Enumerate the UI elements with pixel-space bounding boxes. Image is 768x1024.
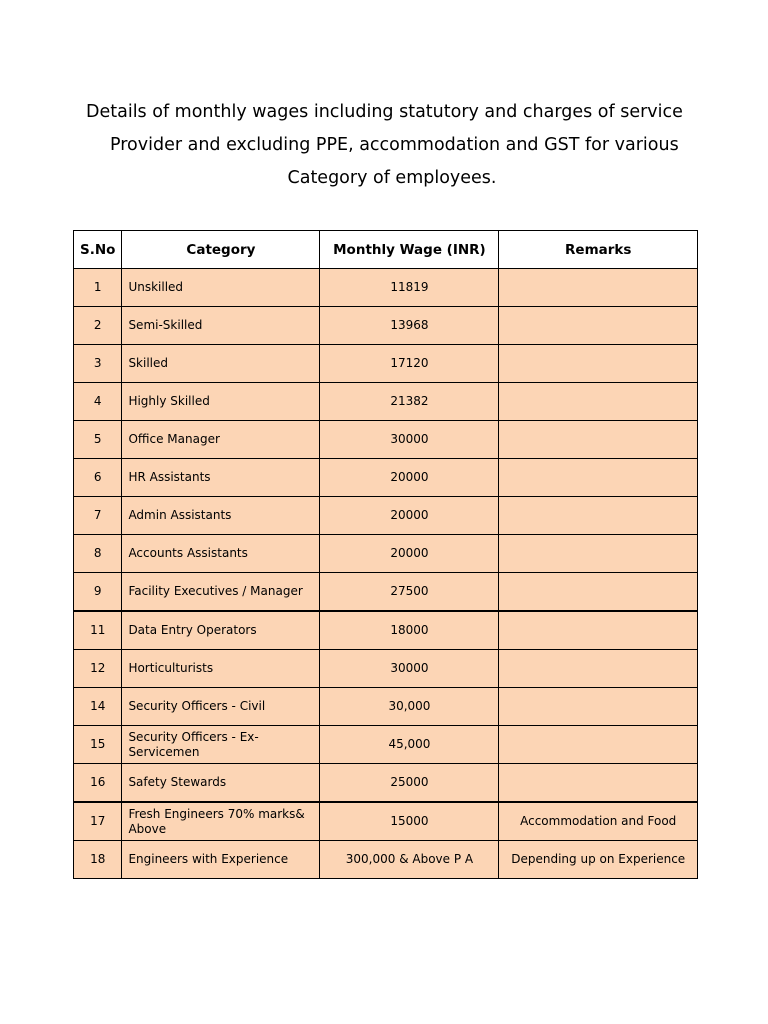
cell-category: Data Entry Operators — [122, 611, 320, 650]
cell-category: Fresh Engineers 70% marks& Above — [122, 802, 320, 841]
cell-wage: 30,000 — [320, 688, 499, 726]
cell-category: Safety Stewards — [122, 764, 320, 803]
cell-remarks — [499, 345, 698, 383]
wages-table — [73, 230, 698, 879]
table-row — [74, 345, 698, 383]
table-row — [74, 650, 698, 688]
cell-sno: 9 — [74, 573, 122, 612]
cell-sno: 14 — [74, 688, 122, 726]
cell-remarks — [499, 764, 698, 803]
header-remarks: Remarks — [499, 231, 698, 269]
cell-remarks — [499, 269, 698, 307]
cell-category: Security Officers - Ex-Servicemen — [122, 726, 320, 764]
table-row — [74, 764, 698, 803]
cell-sno: 16 — [74, 764, 122, 803]
cell-category: Highly Skilled — [122, 383, 320, 421]
table-row — [74, 269, 698, 307]
cell-wage: 11819 — [320, 269, 499, 307]
table-header-row — [74, 231, 698, 269]
cell-remarks — [499, 688, 698, 726]
cell-remarks — [499, 611, 698, 650]
cell-remarks — [499, 573, 698, 612]
cell-category: Unskilled — [122, 269, 320, 307]
cell-category: Engineers with Experience — [122, 841, 320, 879]
cell-sno: 7 — [74, 497, 122, 535]
document-heading — [0, 96, 768, 195]
table-row — [74, 841, 698, 879]
header-category: Category — [122, 231, 320, 269]
cell-category: Facility Executives / Manager — [122, 573, 320, 612]
cell-wage: 13968 — [320, 307, 499, 345]
cell-sno: 18 — [74, 841, 122, 879]
cell-wage: 21382 — [320, 383, 499, 421]
cell-wage: 20000 — [320, 535, 499, 573]
cell-wage: 25000 — [320, 764, 499, 803]
table-row — [74, 802, 698, 841]
cell-remarks: Accommodation and Food — [499, 802, 698, 841]
table-row — [74, 573, 698, 612]
cell-sno: 8 — [74, 535, 122, 573]
cell-wage: 18000 — [320, 611, 499, 650]
cell-wage: 30000 — [320, 650, 499, 688]
table-row — [74, 726, 698, 764]
header-wage: Monthly Wage (INR) — [320, 231, 499, 269]
cell-wage: 20000 — [320, 497, 499, 535]
cell-remarks — [499, 650, 698, 688]
cell-remarks — [499, 307, 698, 345]
cell-category: Admin Assistants — [122, 497, 320, 535]
cell-remarks — [499, 459, 698, 497]
cell-category: Office Manager — [122, 421, 320, 459]
cell-sno: 3 — [74, 345, 122, 383]
cell-sno: 6 — [74, 459, 122, 497]
table-row — [74, 497, 698, 535]
cell-wage: 27500 — [320, 573, 499, 612]
heading-line-1: Details of monthly wages including statutory and charges of service — [86, 102, 683, 122]
cell-sno: 12 — [74, 650, 122, 688]
cell-remarks — [499, 535, 698, 573]
table-row — [74, 459, 698, 497]
table-row — [74, 421, 698, 459]
cell-wage: 15000 — [320, 802, 499, 841]
cell-wage: 17120 — [320, 345, 499, 383]
cell-sno: 1 — [74, 269, 122, 307]
header-sno: S.No — [74, 231, 122, 269]
cell-sno: 5 — [74, 421, 122, 459]
cell-wage: 20000 — [320, 459, 499, 497]
cell-remarks: Depending up on Experience — [499, 841, 698, 879]
cell-wage: 300,000 & Above P A — [320, 841, 499, 879]
table-row — [74, 611, 698, 650]
cell-remarks — [499, 726, 698, 764]
cell-sno: 15 — [74, 726, 122, 764]
table-row — [74, 535, 698, 573]
table-row — [74, 688, 698, 726]
cell-sno: 2 — [74, 307, 122, 345]
heading-line-2: Provider and excluding PPE, accommodation and GST for various — [110, 135, 679, 155]
cell-wage: 30000 — [320, 421, 499, 459]
cell-category: Semi-Skilled — [122, 307, 320, 345]
cell-sno: 4 — [74, 383, 122, 421]
cell-category: Skilled — [122, 345, 320, 383]
cell-category: Accounts Assistants — [122, 535, 320, 573]
table-row — [74, 383, 698, 421]
cell-sno: 17 — [74, 802, 122, 841]
cell-remarks — [499, 383, 698, 421]
cell-category: Security Officers - Civil — [122, 688, 320, 726]
heading-line-3: Category of employees. — [287, 168, 497, 188]
cell-wage: 45,000 — [320, 726, 499, 764]
table-row — [74, 307, 698, 345]
cell-remarks — [499, 421, 698, 459]
cell-remarks — [499, 497, 698, 535]
cell-sno: 11 — [74, 611, 122, 650]
cell-category: Horticulturists — [122, 650, 320, 688]
cell-category: HR Assistants — [122, 459, 320, 497]
